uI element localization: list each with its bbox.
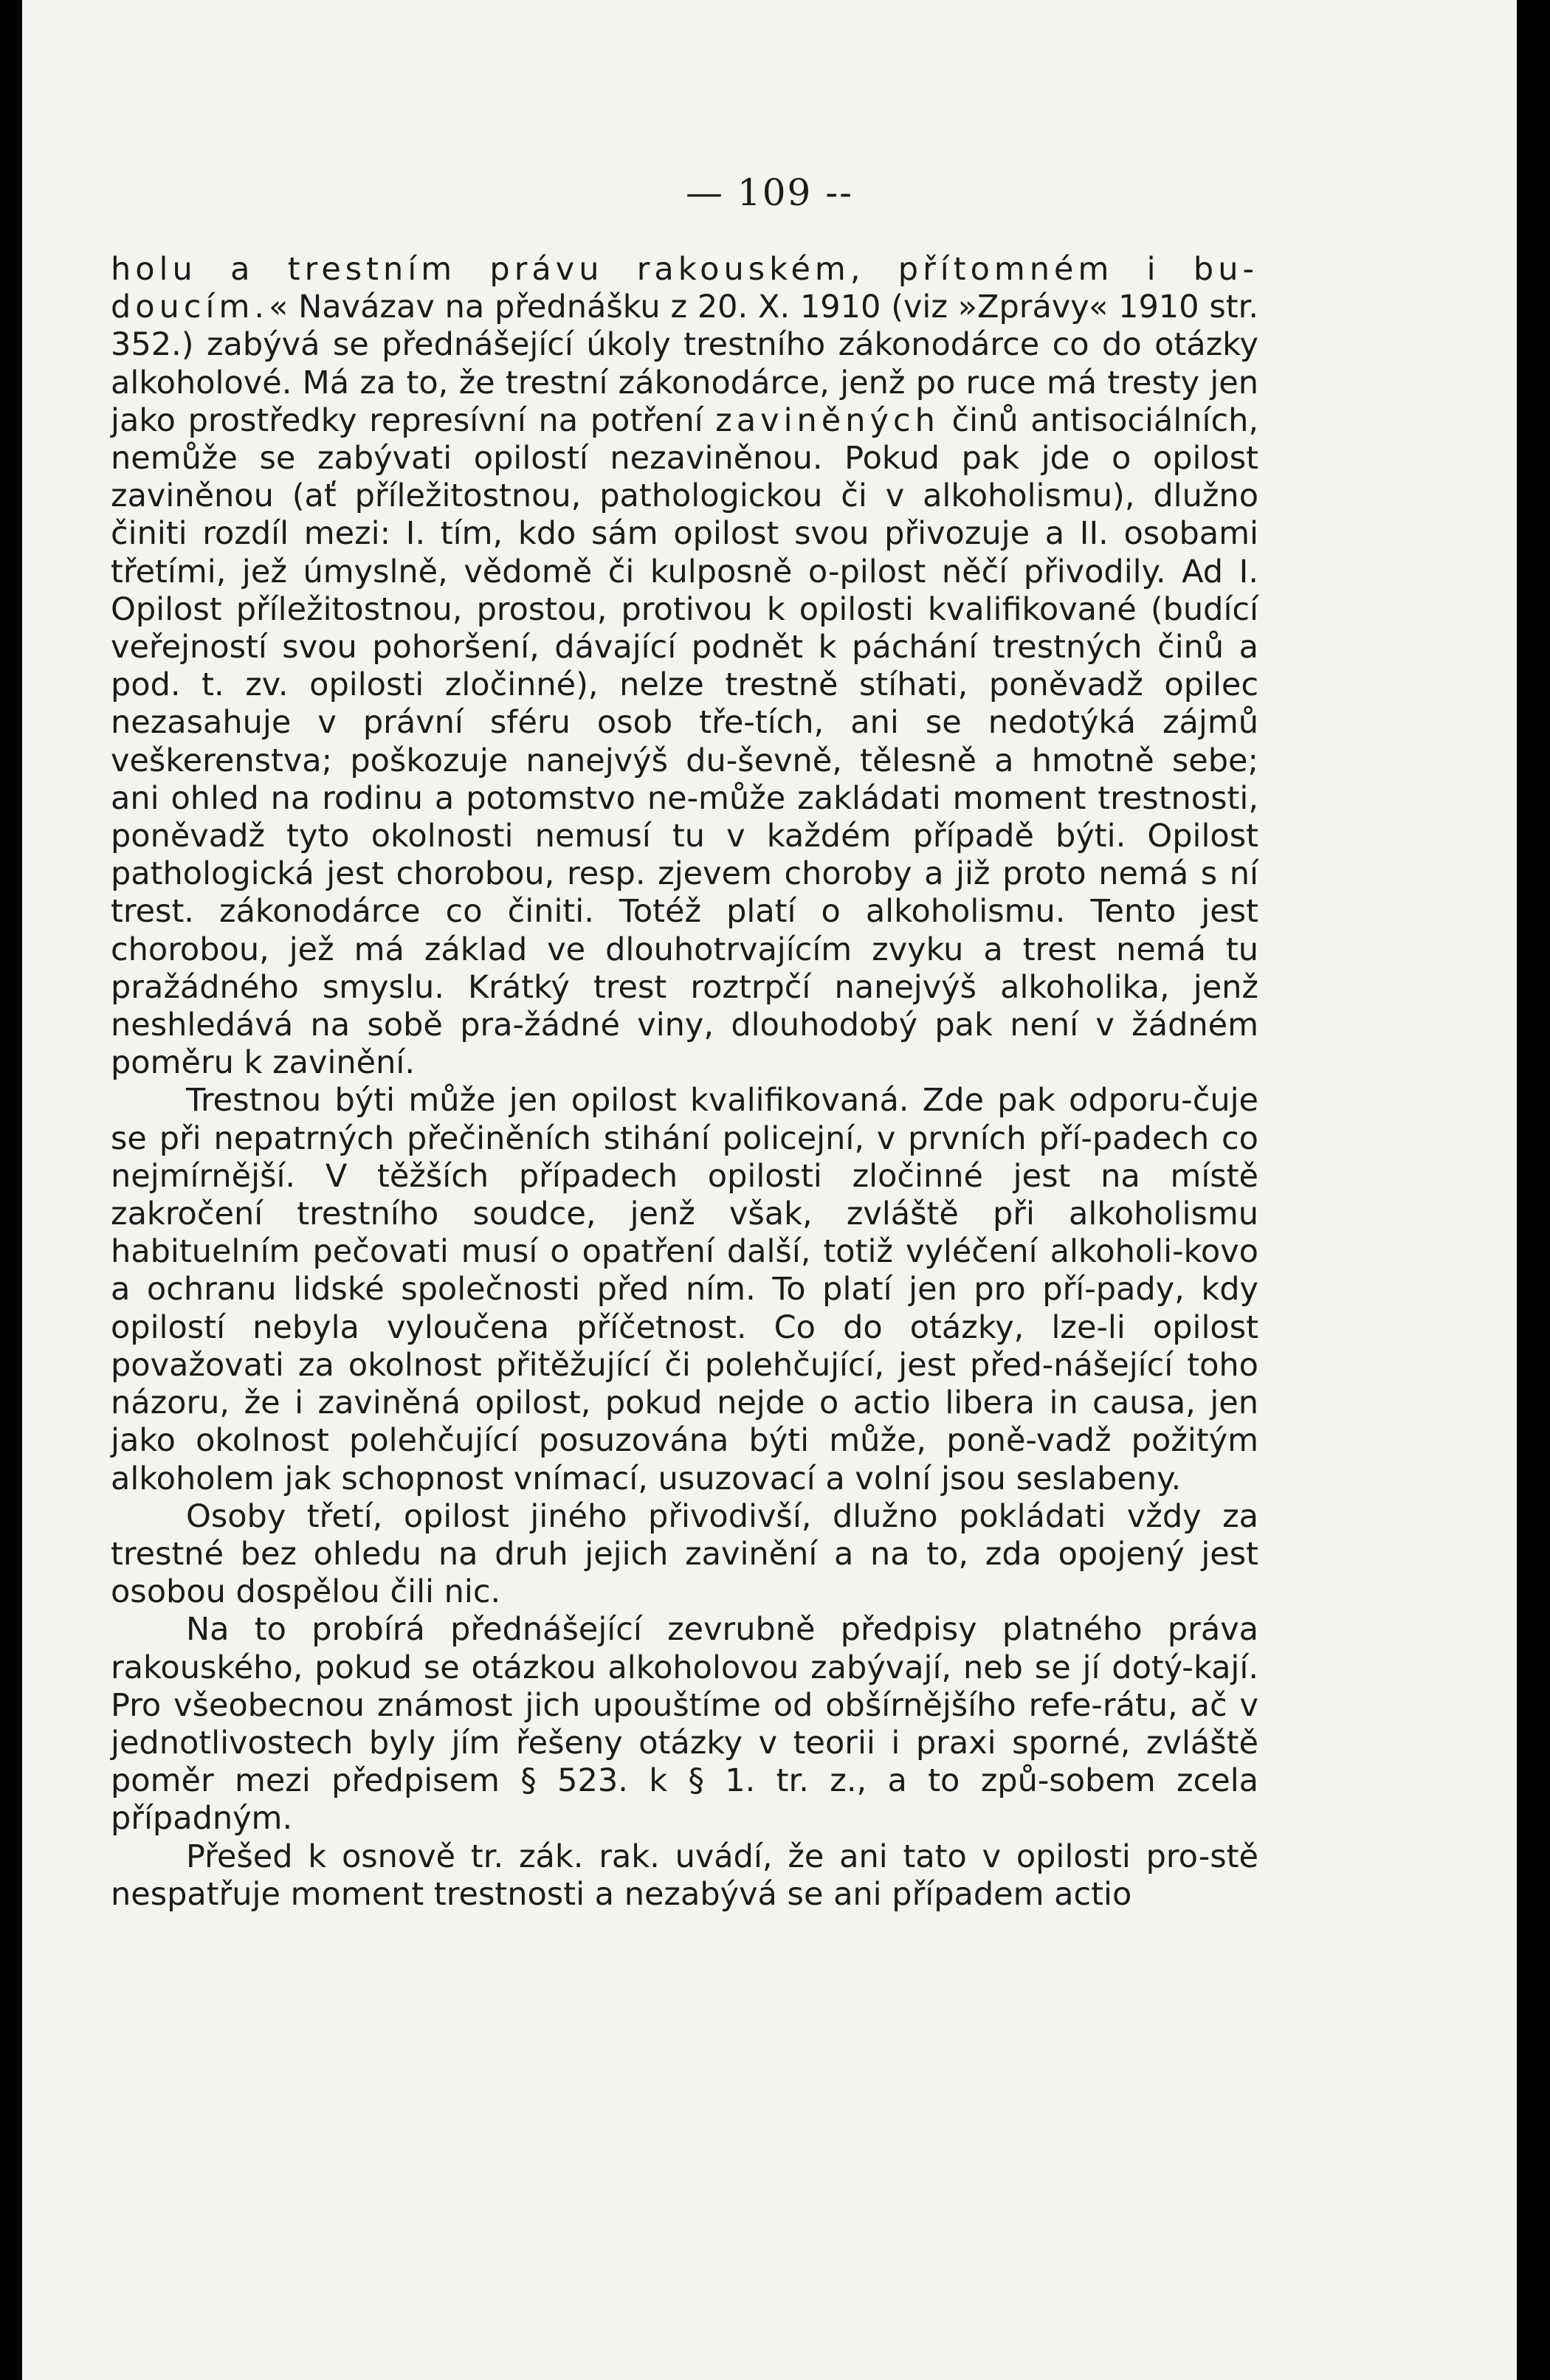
paragraph-2: Trestnou býti může jen opilost kvalifikovaná. Zde pak odporu-čuje se při nepatrných přečiněních stihání policejní, v prvních pří-padech co nejmírnější. V těžších případech opilosti zločinné jest na místě zakročení trestního soudce, jenž však, zvláště při alkoholismu habituelním pečovati musí o opatření další, totiž vyléčení alkoholi-kovo a ochranu lidské společnosti před ním. To platí jen pro pří-pady, kdy opilostí nebyla vyloučena příčetnost. Co do otázky, lze-li opilost považovati za okolnost přitěžující či polehčující, jest před-nášející toho názoru, že i zaviněná opilost, pokud nejde o actio libera in causa, jen jako okolnost polehčující posuzována býti může, poně-vadž požitým alkoholem jak schopnost vnímací, usuzovací a volní jsou seslabeny.	[111, 1082, 1258, 1497]
paragraph-1	[111, 251, 1258, 1082]
spaced-emphasis: holu a trestním právu rakouském, přítomném i bu-	[111, 251, 1258, 288]
paragraph-4: Na to probírá přednášející zevrubně předpisy platného práva rakouského, pokud se otázkou alkoholovou zabývají, neb se jí dotý-kají. Pro všeobecnou známost jich upouštíme od obšírnějšího refe-rátu, ač v jednotlivostech byly jím řešeny otázky v teorii i praxi sporné, zvláště poměr mezi předpisem § 523. k § 1. tr. z., a to způ-sobem zcela případným.	[111, 1611, 1258, 1838]
body-text	[111, 251, 1258, 1914]
paragraph-3: Osoby třetí, opilost jiného přivodivší, dlužno pokládati vždy za trestné bez ohledu na druh jejich zavinění a na to, zda opojený jest osobou dospělou čili nic.	[111, 1497, 1258, 1611]
spaced-emphasis: zaviněných	[715, 401, 940, 439]
book-page	[22, 0, 1517, 2380]
paragraph-5: Přešed k osnově tr. zák. rak. uvádí, že ani tato v opilosti pro-stě nespatřuje moment trestnosti a nezabývá se ani případem actio	[111, 1838, 1258, 1913]
paragraph-text: činů antisociálních, nemůže se zabývati opilostí nezaviněnou. Pokud pak jde o opilost zaviněnou (ať příležitostnou, pathologickou či v alkoholismu), dlužno činiti rozdíl mezi: I. tím, kdo sám opilost svou přivozuje a II. osobami třetími, jež úmyslně, vědomě či kulposně o-pilost něčí přivodily. Ad I. Opilost příležitostnou, prostou, protivou k opilosti kvalifikované (budící veřejností svou pohoršení, dávající podnět k páchání trestných činů a pod. t. zv. opilosti zločinné), nelze trestně stíhati, poněvadž opilec nezasahuje v právní sféru osob tře-tích, ani se nedotýká zájmů veškerenstva; poškozuje nanejvýš du-ševně, tělesně a hmotně sebe; ani ohled na rodinu a potomstvo ne-může zakládati moment trestnosti, poněvadž tyto okolnosti nemusí tu v každém případě býti. Opilost pathologická jest chorobou, resp. zjevem choroby a již proto nemá s ní trest. zákonodárce co činiti. Totéž platí o alkoholismu. Tento jest chorobou, jež má základ ve dlouhotrvajícím zvyku a trest nemá tu pražádného smyslu. Krátký trest roztrpčí nanejvýš alkoholika, jenž neshledává na sobě pra-žádné viny, dlouhodobý pak není v žádném poměru k zavinění.	[111, 401, 1259, 1082]
spaced-emphasis: doucím.	[111, 289, 269, 326]
paragraph-text: « Navázav na přednášku z 20. X. 1910 (viz »Zprávy« 1910 str. 352.) zabývá se přednášející úkoly trestního zákonodárce co do otázky alkoholové. Má za to, že trestní zákonodárce, jenž po ruce má tresty jen jako prostředky represívní na potření	[111, 289, 1258, 439]
page-number: — 109 --	[685, 171, 853, 214]
